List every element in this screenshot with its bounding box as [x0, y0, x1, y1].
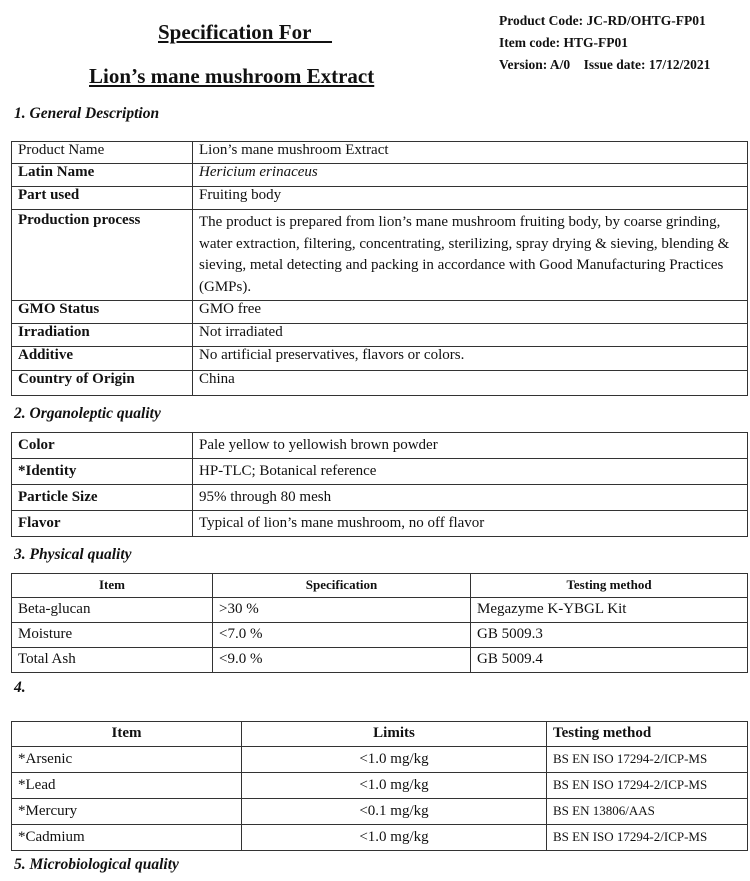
- row-value: Hericium erinaceus: [193, 164, 748, 187]
- cell: >30 %: [213, 598, 471, 623]
- cell: BS EN ISO 17294-2/ICP-MS: [547, 747, 748, 773]
- row-value: GMO free: [193, 301, 748, 324]
- table-row: [12, 347, 748, 371]
- table-row: [12, 371, 748, 396]
- cell: *Arsenic: [12, 747, 242, 773]
- row-label: Country of Origin: [12, 371, 193, 396]
- cell: GB 5009.4: [471, 648, 748, 673]
- row-label: Product Name: [12, 142, 193, 164]
- row-label: Production process: [12, 210, 193, 301]
- table-row: [12, 623, 748, 648]
- doc-title-line2: Lion’s mane mushroom Extract: [89, 64, 375, 88]
- row-value: Not irradiated: [193, 324, 748, 347]
- table-row: [12, 301, 748, 324]
- cell: <7.0 %: [213, 623, 471, 648]
- table-row: [12, 210, 748, 301]
- table-row: [12, 433, 748, 459]
- cell: <1.0 mg/kg: [242, 773, 547, 799]
- cell: Beta-glucan: [12, 598, 213, 623]
- row-value: China: [193, 371, 748, 396]
- cell: <1.0 mg/kg: [242, 825, 547, 851]
- row-value: The product is prepared from lion’s mane mushroom fruiting body, by coarse grinding, water extraction, filtering, concentrating, sterilizing, spray drying & sieving, blending & sieving, metal detecting and packing in accordance with Good Manufacturing Practices (GMPs).: [193, 210, 748, 301]
- cell: *Cadmium: [12, 825, 242, 851]
- general-description-table: [11, 141, 748, 396]
- table-row: [12, 324, 748, 347]
- table-row: [12, 648, 748, 673]
- column-header: Testing method: [471, 574, 748, 598]
- version: Version: A/0: [499, 57, 571, 72]
- column-header: Specification: [213, 574, 471, 598]
- organoleptic-table: [11, 432, 748, 537]
- cell: *Mercury: [12, 799, 242, 825]
- column-header: Item: [12, 722, 242, 747]
- version-issue: [499, 57, 710, 73]
- cell: BS EN 13806/AAS: [547, 799, 748, 825]
- section-physical-quality: 3. Physical quality: [14, 546, 132, 563]
- table-row: [12, 485, 748, 511]
- row-value: Fruiting body: [193, 187, 748, 210]
- table-row: [12, 598, 748, 623]
- row-label: Additive: [12, 347, 193, 371]
- row-value: Lion’s mane mushroom Extract: [193, 142, 748, 164]
- table-row: [12, 511, 748, 537]
- table-row: [12, 459, 748, 485]
- section-general-description: 1. General Description: [14, 105, 160, 122]
- item-code: Item code: HTG-FP01: [499, 35, 628, 50]
- cell: <9.0 %: [213, 648, 471, 673]
- row-label: Flavor: [12, 511, 193, 537]
- column-header: Item: [12, 574, 213, 598]
- table-header-row: [12, 574, 748, 598]
- issue-date: Issue date: 17/12/2021: [583, 57, 711, 72]
- cell: Total Ash: [12, 648, 213, 673]
- cell: BS EN ISO 17294-2/ICP-MS: [547, 825, 748, 851]
- table-row: [12, 187, 748, 210]
- heavy-metals-table: [11, 721, 748, 851]
- table-row: [12, 142, 748, 164]
- row-value: Typical of lion’s mane mushroom, no off flavor: [193, 511, 748, 537]
- table-row: [12, 747, 748, 773]
- row-label: Part used: [12, 187, 193, 210]
- row-value: Pale yellow to yellowish brown powder: [193, 433, 748, 459]
- cell: <1.0 mg/kg: [242, 747, 547, 773]
- cell: BS EN ISO 17294-2/ICP-MS: [547, 773, 748, 799]
- section-microbiological-quality: 5. Microbiological quality: [14, 856, 179, 873]
- cell: GB 5009.3: [471, 623, 748, 648]
- cell: <0.1 mg/kg: [242, 799, 547, 825]
- row-label: *Identity: [12, 459, 193, 485]
- row-value: 95% through 80 mesh: [193, 485, 748, 511]
- table-header-row: [12, 722, 748, 747]
- cell: *Lead: [12, 773, 242, 799]
- table-row: [12, 164, 748, 187]
- row-label: GMO Status: [12, 301, 193, 324]
- row-value: No artificial preservatives, flavors or colors.: [193, 347, 748, 371]
- section-4-heading: 4.: [14, 679, 26, 696]
- row-label: Irradiation: [12, 324, 193, 347]
- doc-title-line1: Specification For: [158, 20, 312, 44]
- cell: Megazyme K-YBGL Kit: [471, 598, 748, 623]
- table-row: [12, 799, 748, 825]
- cell: Moisture: [12, 623, 213, 648]
- product-code: Product Code: JC-RD/OHTG-FP01: [499, 13, 706, 28]
- table-row: [12, 825, 748, 851]
- physical-quality-table: [11, 573, 748, 673]
- section-organoleptic-quality: 2. Organoleptic quality: [14, 405, 161, 422]
- row-label: Particle Size: [12, 485, 193, 511]
- row-label: Color: [12, 433, 193, 459]
- row-label: Latin Name: [12, 164, 193, 187]
- table-row: [12, 773, 748, 799]
- column-header: Testing method: [547, 722, 748, 747]
- row-value: HP-TLC; Botanical reference: [193, 459, 748, 485]
- column-header: Limits: [242, 722, 547, 747]
